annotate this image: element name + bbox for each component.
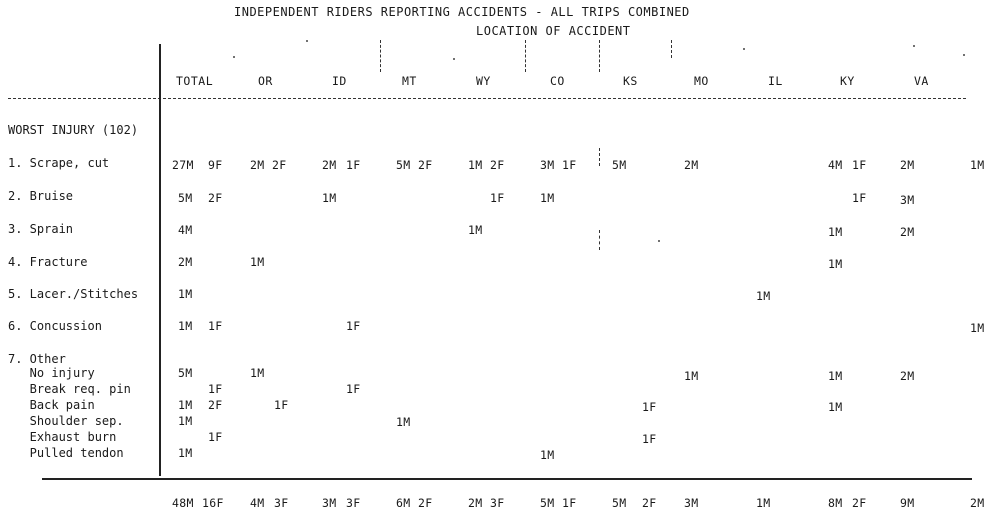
- column-divider: [599, 148, 600, 166]
- table-cell: 1M: [178, 446, 193, 460]
- totals-cell: 3F: [346, 496, 361, 510]
- table-cell: 4M: [828, 158, 843, 172]
- totals-cell: 3F: [490, 496, 505, 510]
- label-column-divider: [159, 44, 161, 476]
- table-cell: 1M: [396, 415, 411, 429]
- scan-speck: [233, 56, 235, 58]
- column-header-va: VA: [914, 74, 929, 88]
- table-cell: 4M: [178, 223, 193, 237]
- table-cell: 1F: [562, 158, 577, 172]
- column-divider: [671, 40, 672, 58]
- table-cell: 1F: [346, 382, 361, 396]
- totals-cell: 2F: [852, 496, 867, 510]
- table-cell: 2F: [208, 398, 223, 412]
- table-cell: 1M: [250, 255, 265, 269]
- scan-speck: [963, 54, 965, 56]
- table-cell: 1M: [828, 257, 843, 271]
- table-cell: 1F: [490, 191, 505, 205]
- table-cell: 1F: [274, 398, 289, 412]
- totals-cell: 3M: [684, 496, 699, 510]
- table-cell: 3M: [540, 158, 555, 172]
- totals-cell: 3F: [274, 496, 289, 510]
- section-label: WORST INJURY (102): [8, 123, 139, 137]
- row-label: Shoulder sep.: [8, 414, 124, 428]
- row-label: 1. Scrape, cut: [8, 156, 110, 170]
- table-cell: 1F: [642, 432, 657, 446]
- column-header-wy: WY: [476, 74, 491, 88]
- table-cell: 1F: [208, 382, 223, 396]
- table-cell: 2F: [272, 158, 287, 172]
- row-label: 3. Sprain: [8, 222, 74, 236]
- table-cell: 3M: [900, 193, 915, 207]
- table-cell: 1F: [852, 158, 867, 172]
- scan-speck: [306, 40, 308, 42]
- totals-cell: 6M: [396, 496, 411, 510]
- totals-cell: 2F: [642, 496, 657, 510]
- column-header-ks: KS: [623, 74, 638, 88]
- table-cell: 2M: [900, 369, 915, 383]
- column-header-mt: MT: [402, 74, 417, 88]
- table-cell: 2M: [178, 255, 193, 269]
- scan-speck: [658, 240, 660, 242]
- totals-cell: 1F: [562, 496, 577, 510]
- totals-cell: 4M: [250, 496, 265, 510]
- table-cell: 2M: [322, 158, 337, 172]
- table-cell: 1M: [684, 369, 699, 383]
- table-cell: 27M: [172, 158, 194, 172]
- row-label: Exhaust burn: [8, 430, 117, 444]
- table-cell: 1F: [208, 319, 223, 333]
- table-cell: 2M: [900, 158, 915, 172]
- totals-cell: 48M: [172, 496, 194, 510]
- table-cell: 2M: [250, 158, 265, 172]
- totals-cell: 5M: [540, 496, 555, 510]
- totals-cell: 2F: [418, 496, 433, 510]
- column-header-il: IL: [768, 74, 783, 88]
- header-rule: [8, 98, 966, 99]
- totals-cell: 2M: [970, 496, 985, 510]
- table-cell: 5M: [396, 158, 411, 172]
- table-cell: 2F: [208, 191, 223, 205]
- totals-cell: 9M: [900, 496, 915, 510]
- table-cell: 1F: [208, 430, 223, 444]
- column-header-ky: KY: [840, 74, 855, 88]
- totals-cell: 16F: [202, 496, 224, 510]
- column-header-co: CO: [550, 74, 565, 88]
- row-label: No injury: [8, 366, 95, 380]
- scan-speck: [913, 45, 915, 47]
- row-label: 7. Other: [8, 352, 66, 366]
- totals-cell: 2M: [468, 496, 483, 510]
- table-cell: 1M: [828, 400, 843, 414]
- table-cell: 1F: [346, 319, 361, 333]
- table-cell: 1M: [178, 414, 193, 428]
- page-subtitle: LOCATION OF ACCIDENT: [476, 24, 631, 38]
- scan-speck: [743, 48, 745, 50]
- column-header-id: ID: [332, 74, 347, 88]
- table-cell: 1M: [756, 289, 771, 303]
- table-cell: 1M: [828, 369, 843, 383]
- totals-cell: 1M: [756, 496, 771, 510]
- table-cell: 1M: [178, 398, 193, 412]
- table-cell: 2F: [418, 158, 433, 172]
- table-cell: 1M: [828, 225, 843, 239]
- table-cell: 5M: [612, 158, 627, 172]
- table-cell: 1F: [346, 158, 361, 172]
- row-label: 6. Concussion: [8, 319, 102, 333]
- row-label: Pulled tendon: [8, 446, 124, 460]
- column-divider: [380, 40, 381, 72]
- scan-speck: [453, 58, 455, 60]
- totals-cell: 8M: [828, 496, 843, 510]
- table-cell: 1M: [178, 319, 193, 333]
- table-cell: 5M: [178, 191, 193, 205]
- table-cell: 1M: [540, 448, 555, 462]
- table-cell: 2M: [684, 158, 699, 172]
- table-cell: 1M: [970, 321, 985, 335]
- row-label: Back pain: [8, 398, 95, 412]
- column-divider: [599, 40, 600, 72]
- table-cell: 1F: [852, 191, 867, 205]
- row-label: 4. Fracture: [8, 255, 88, 269]
- row-label: Break req. pin: [8, 382, 131, 396]
- column-divider: [599, 230, 600, 250]
- table-cell: 1M: [322, 191, 337, 205]
- row-label: 5. Lacer./Stitches: [8, 287, 139, 301]
- table-cell: 1M: [540, 191, 555, 205]
- table-cell: 1M: [468, 158, 483, 172]
- row-label: 2. Bruise: [8, 189, 74, 203]
- column-divider: [525, 40, 526, 72]
- table-cell: 1M: [970, 158, 985, 172]
- page-title: INDEPENDENT RIDERS REPORTING ACCIDENTS - ALL TRIPS COMBINED: [234, 5, 690, 19]
- totals-cell: 3M: [322, 496, 337, 510]
- totals-rule: [42, 478, 972, 480]
- table-cell: 9F: [208, 158, 223, 172]
- column-header-mo: MO: [694, 74, 709, 88]
- table-cell: 1F: [642, 400, 657, 414]
- table-cell: 1M: [468, 223, 483, 237]
- totals-cell: 5M: [612, 496, 627, 510]
- table-cell: 1M: [250, 366, 265, 380]
- table-cell: 2M: [900, 225, 915, 239]
- table-cell: 1M: [178, 287, 193, 301]
- table-cell: 2F: [490, 158, 505, 172]
- column-header-or: OR: [258, 74, 273, 88]
- column-header-total: TOTAL: [176, 74, 214, 88]
- table-cell: 5M: [178, 366, 193, 380]
